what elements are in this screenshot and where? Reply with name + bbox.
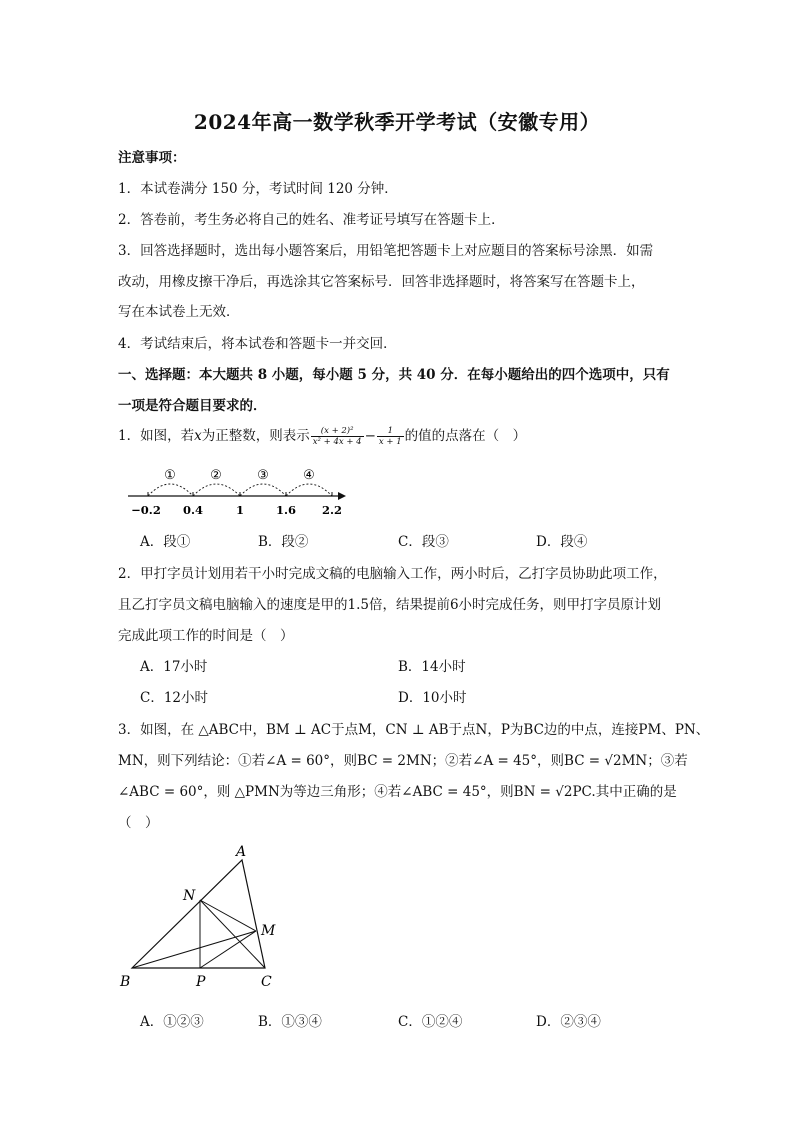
notice-line-3: 3．回答选择题时，选出每小题答案后，用铅笔把答题卡上对应题目的答案标号涂黑．如需 [118, 243, 654, 259]
notice-line-3-cont: 改动，用橡皮擦干净后，再选涂其它答案标号．回答非选择题时，将答案写在答题卡上， [118, 274, 645, 290]
q1-prefix: 1．如图，若 [118, 428, 195, 444]
q3-triangle-figure [110, 838, 290, 998]
segment-cn [200, 900, 265, 968]
tick-label: 1 [235, 503, 245, 517]
q2-option-a[interactable]: A．17小时 [140, 659, 208, 675]
tick-label: 1.6 [275, 503, 297, 517]
q3-stem-line-1: 3．如图，在 △ABC中，BM ⊥ AC于点M，CN ⊥ AB于点N，P为BC边的中点，连接PM、PN、 [118, 722, 710, 738]
notice-line-3-end: 写在本试卷上无效． [118, 304, 240, 320]
q1-fraction-1 [311, 426, 364, 447]
vertex-label-a: A [236, 844, 247, 860]
segment-arc [148, 484, 193, 496]
q1-frac2-numerator: 1 [377, 426, 404, 437]
notice-line-1: 1．本试卷满分 150 分，考试时间 120 分钟． [118, 181, 398, 197]
q1-option-d[interactable]: D．段④ [536, 534, 588, 550]
q3-stem-line-2: MN，则下列结论：①若∠A = 60°，则BC = 2MN；②若∠A = 45°，则BC = √2MN；③若 [118, 753, 688, 769]
q1-var: x [194, 428, 202, 444]
notice-heading: 注意事项： [118, 150, 186, 166]
q1-number-line-figure [120, 462, 360, 520]
q1-stem [118, 424, 526, 447]
segment-arc [193, 484, 240, 496]
segment-label: ③ [257, 468, 269, 483]
page-title: 2024年高一数学秋季开学考试（安徽专用） [193, 110, 601, 134]
notice-line-4: 4．考试结束后，将本试卷和答题卡一并交回． [118, 336, 397, 352]
segment-label: ④ [303, 468, 315, 483]
q1-frac1-numerator: (x + 2)² [311, 426, 364, 437]
q2-stem-line-2: 且乙打字员文稿电脑输入的速度是甲的1.5倍，结果提前6小时完成任务，则甲打字员原计划 [118, 597, 662, 613]
q1-frac1-denominator: x² + 4x + 4 [312, 437, 362, 447]
q3-option-a[interactable]: A．①②③ [140, 1014, 204, 1030]
tick-label: 0.4 [182, 503, 204, 517]
q2-option-d[interactable]: D．10小时 [398, 690, 467, 706]
segment-mn [200, 900, 256, 931]
q1-frac2-denominator: x + 1 [378, 437, 402, 447]
vertex-label-p: P [196, 974, 206, 990]
q3-stem-line-3: ∠ABC = 60°，则 △PMN为等边三角形；④若∠ABC = 45°，则BN = √2PC.其中正确的是 [118, 784, 677, 800]
q3-stem-line-4: （ ） [118, 815, 159, 831]
segment-arc [286, 484, 332, 496]
q2-option-b[interactable]: B．14小时 [398, 659, 466, 675]
q1-suffix: 的值的点落在（ ） [404, 428, 527, 444]
q1-option-c[interactable]: C．段③ [398, 534, 449, 550]
q1-option-a[interactable]: A．段① [140, 534, 191, 550]
triangle-abc [132, 860, 265, 968]
q3-option-b[interactable]: B．①③④ [258, 1014, 322, 1030]
notice-line-2: 2．答卷前，考生务必将自己的姓名、准考证号填写在答题卡上． [118, 212, 505, 228]
tick-label: 2.2 [321, 503, 343, 517]
section-one-heading: 一、选择题：本大题共 8 小题，每小题 5 分，共 40 分．在每小题给出的四个选项中，只有 [118, 367, 670, 383]
vertex-label-b: B [120, 974, 131, 990]
q1-minus: − [364, 428, 376, 444]
vertex-label-c: C [261, 974, 272, 990]
q2-stem-line-1: 2．甲打字员计划用若干小时完成文稿的电脑输入工作，两小时后，乙打字员协助此项工作， [118, 566, 667, 582]
q1-fraction-2 [377, 426, 404, 447]
q3-option-d[interactable]: D．②③④ [536, 1014, 601, 1030]
section-one-heading-cont: 一项是符合题目要求的． [118, 398, 267, 414]
tick-label: −0.2 [131, 503, 161, 517]
q3-option-c[interactable]: C．①②④ [398, 1014, 463, 1030]
q1-option-b[interactable]: B．段② [258, 534, 309, 550]
vertex-label-n: N [183, 888, 196, 904]
number-line-arrow-icon [338, 492, 346, 500]
segment-arc [240, 484, 286, 496]
q2-option-c[interactable]: C．12小时 [140, 690, 209, 706]
q1-mid: 为正整数，则表示 [201, 428, 310, 444]
segment-label: ② [210, 468, 222, 483]
q2-stem-line-3: 完成此项工作的时间是（ ） [118, 628, 294, 644]
segment-label: ① [164, 468, 176, 483]
vertex-label-m: M [261, 923, 276, 939]
